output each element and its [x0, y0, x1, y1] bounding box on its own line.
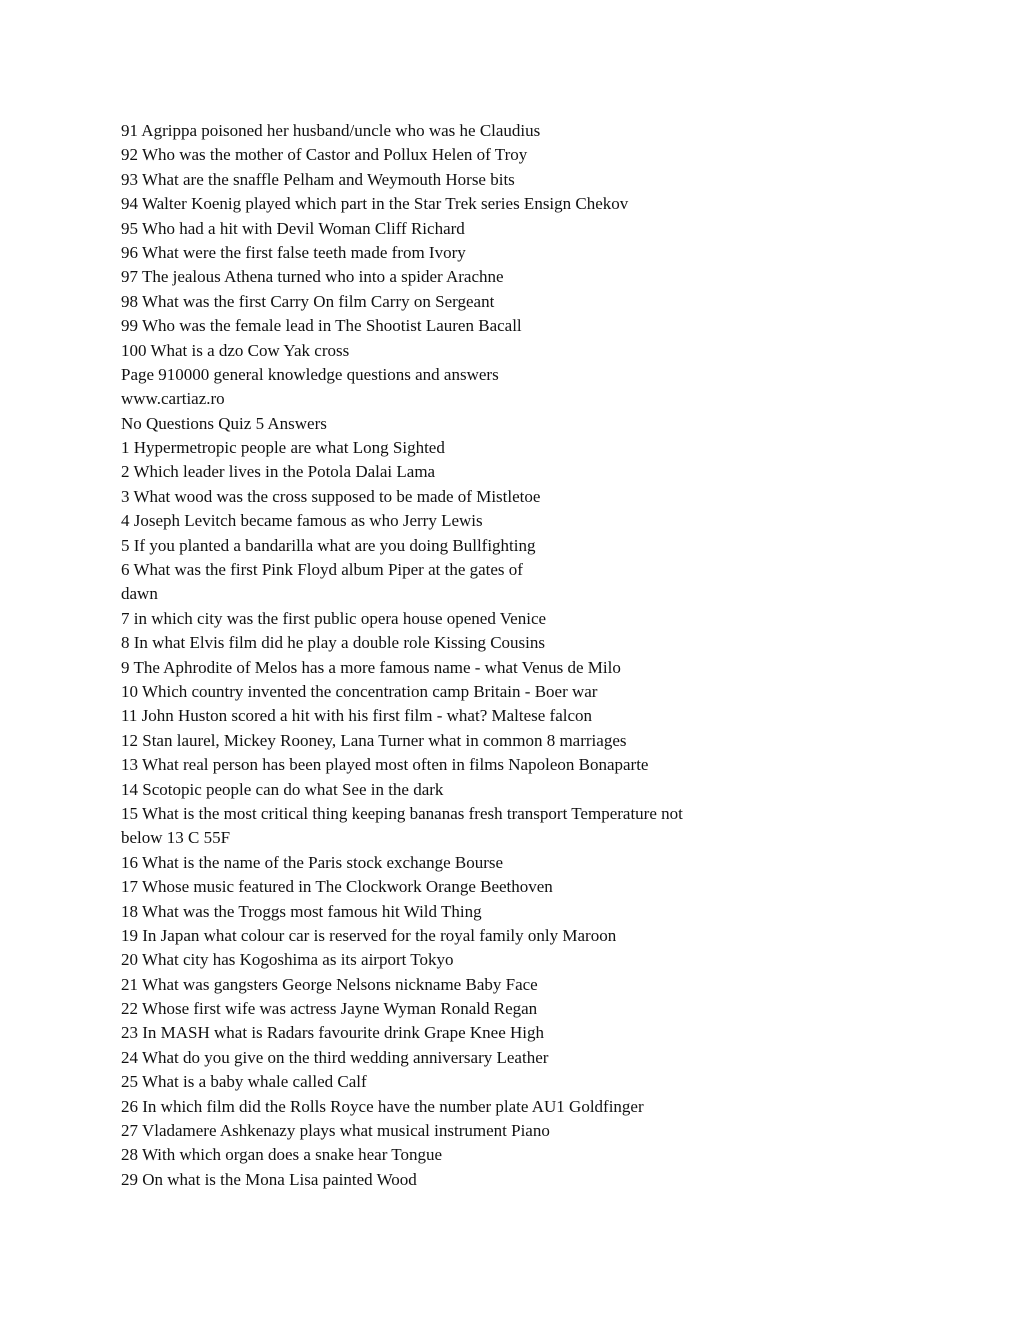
text-line: 5 If you planted a bandarilla what are you doing Bullfighting	[121, 535, 536, 555]
text-line: 12 Stan laurel, Mickey Rooney, Lana Turner what in common 8 marriages	[121, 730, 627, 750]
text-line: 24 What do you give on the third wedding anniversary Leather	[121, 1047, 549, 1067]
text-line: 22 Whose first wife was actress Jayne Wyman Ronald Regan	[121, 999, 538, 1019]
text-line: 92 Who was the mother of Castor and Pollux Helen of Troy	[121, 145, 528, 165]
text-line: 4 Joseph Levitch became famous as who Jerry Lewis	[121, 511, 483, 531]
text-line: 18 What was the Troggs most famous hit Wild Thing	[121, 901, 482, 921]
text-line: 20 What city has Kogoshima as its airport Tokyo	[121, 950, 454, 970]
text-line: 91 Agrippa poisoned her husband/uncle who was he Claudius	[121, 121, 541, 140]
text-line: 96 What were the first false teeth made from Ivory	[121, 242, 466, 262]
text-line: 8 In what Elvis film did he play a double role Kissing Cousins	[121, 633, 546, 653]
text-line: 2 Which leader lives in the Potola Dalai Lama	[121, 462, 436, 482]
text-line: 29 On what is the Mona Lisa painted Wood	[121, 1169, 417, 1189]
text-line: 7 in which city was the first public opera house opened Venice	[121, 608, 547, 628]
text-line: 17 Whose music featured in The Clockwork Orange Beethoven	[121, 877, 553, 897]
text-line: 25 What is a baby whale called Calf	[121, 1072, 367, 1092]
text-line: dawn	[121, 584, 158, 604]
text-line: 3 What wood was the cross supposed to be made of Mistletoe	[121, 486, 541, 506]
text-line: 16 What is the name of the Paris stock exchange Bourse	[121, 852, 504, 872]
text-line: Page 910000 general knowledge questions and answers	[121, 364, 499, 384]
text-line: 1 Hypermetropic people are what Long Sighted	[121, 438, 445, 458]
text-line: 14 Scotopic people can do what See in the dark	[121, 779, 444, 799]
text-line: 27 Vladamere Ashkenazy plays what musical instrument Piano	[121, 1121, 550, 1141]
text-line: 99 Who was the female lead in The Shootist Lauren Bacall	[121, 316, 522, 336]
text-line: 26 In which film did the Rolls Royce have the number plate AU1 Goldfinger	[121, 1096, 644, 1116]
text-line: 23 In MASH what is Radars favourite drink Grape Knee High	[121, 1023, 545, 1043]
text-line: below 13 C 55F	[121, 828, 231, 848]
text-line: 9 The Aphrodite of Melos has a more famous name - what Venus de Milo	[121, 657, 621, 677]
text-line: www.cartiaz.ro	[121, 389, 225, 409]
text-line: 15 What is the most critical thing keeping bananas fresh transport Temperature not	[121, 803, 683, 823]
text-line: 11 John Huston scored a hit with his first film - what? Maltese falcon	[121, 706, 593, 726]
document-text	[121, 119, 981, 1192]
text-line: 19 In Japan what colour car is reserved for the royal family only Maroon	[121, 925, 617, 945]
text-line: 100 What is a dzo Cow Yak cross	[121, 340, 350, 360]
text-line: 21 What was gangsters George Nelsons nickname Baby Face	[121, 974, 538, 994]
text-line: 95 Who had a hit with Devil Woman Cliff Richard	[121, 218, 465, 238]
text-line: 98 What was the first Carry On film Carry on Sergeant	[121, 291, 495, 311]
text-line: 28 With which organ does a snake hear Tongue	[121, 1145, 443, 1165]
text-line: 13 What real person has been played most often in films Napoleon Bonaparte	[121, 755, 649, 775]
text-line: 97 The jealous Athena turned who into a spider Arachne	[121, 267, 504, 287]
text-line: 94 Walter Koenig played which part in the Star Trek series Ensign Chekov	[121, 194, 629, 214]
text-line: 6 What was the first Pink Floyd album Piper at the gates of	[121, 560, 523, 580]
text-line: 10 Which country invented the concentration camp Britain - Boer war	[121, 681, 598, 701]
text-line: 93 What are the snaffle Pelham and Weymouth Horse bits	[121, 169, 515, 189]
text-line: No Questions Quiz 5 Answers	[121, 413, 327, 433]
